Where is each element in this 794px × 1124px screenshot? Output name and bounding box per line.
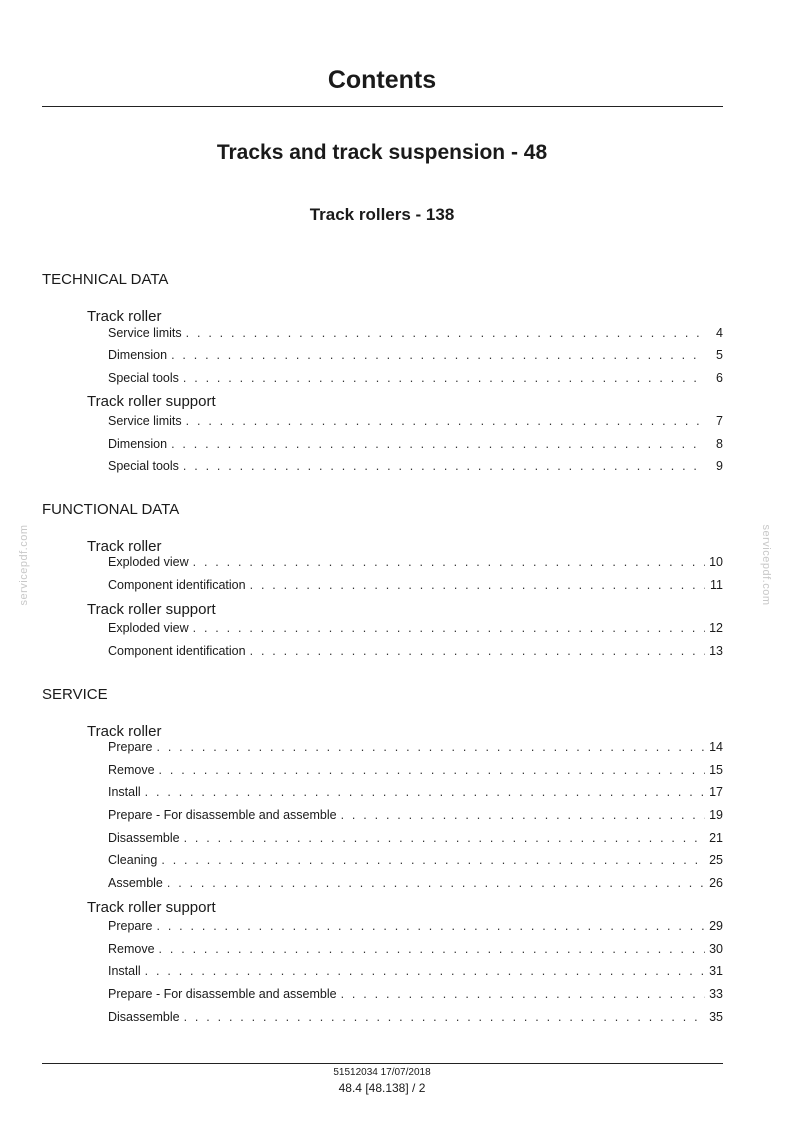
group-heading-track-roller: Track roller (87, 538, 162, 555)
toc-entry-label: Exploded view (108, 621, 189, 635)
toc-entry-page: 25 (709, 853, 723, 867)
leader-dots (193, 621, 705, 635)
chapter-heading: Tracks and track suspension - 48 (216, 141, 548, 164)
toc-entry[interactable] (108, 621, 723, 637)
leader-dots (156, 919, 705, 933)
toc-entry-label: Component identification (108, 644, 246, 658)
group-heading-track-roller-support: Track roller support (87, 899, 216, 916)
toc-entry-page: 35 (709, 1010, 723, 1024)
toc-entry-page: 8 (716, 437, 723, 451)
toc-entry[interactable] (108, 459, 723, 475)
toc-entry-label: Assemble (108, 876, 163, 890)
toc-entry-page: 33 (709, 987, 723, 1001)
toc-entry[interactable] (108, 808, 723, 824)
toc-entry[interactable] (108, 437, 723, 453)
leader-dots (184, 1010, 705, 1024)
footer-page-reference: 48.4 [48.138] / 2 (338, 1081, 426, 1095)
toc-entry-page: 29 (709, 919, 723, 933)
toc-entry-label: Disassemble (108, 831, 180, 845)
toc-entry[interactable] (108, 414, 723, 430)
toc-entry-page: 10 (709, 555, 723, 569)
toc-entry-page: 26 (709, 876, 723, 890)
toc-entry-label: Install (108, 785, 141, 799)
toc-entry[interactable] (108, 644, 723, 660)
toc-entry-label: Special tools (108, 459, 179, 473)
toc-entry[interactable] (108, 348, 723, 364)
leader-dots (161, 853, 705, 867)
toc-entry-page: 7 (716, 414, 723, 428)
leader-dots (159, 763, 705, 777)
group-heading-track-roller-support: Track roller support (87, 601, 216, 618)
toc-entry[interactable] (108, 740, 723, 756)
section-heading-service: SERVICE (42, 686, 108, 703)
leader-dots (171, 348, 705, 362)
toc-entry-page: 9 (716, 459, 723, 473)
leader-dots (341, 808, 705, 822)
leader-dots (156, 740, 705, 754)
group-heading-track-roller: Track roller (87, 308, 162, 325)
leader-dots (171, 437, 705, 451)
toc-entry-page: 13 (709, 644, 723, 658)
toc-entry-label: Component identification (108, 578, 246, 592)
watermark-left: servicepdf.com (18, 524, 30, 606)
toc-entry-label: Prepare - For disassemble and assemble (108, 987, 337, 1001)
toc-entry-label: Dimension (108, 437, 168, 451)
toc-entry[interactable] (108, 942, 723, 958)
section-heading-technical-data: TECHNICAL DATA (42, 271, 169, 288)
group-heading-track-roller-support: Track roller support (87, 393, 216, 410)
watermark-right: servicepdf.com (760, 524, 772, 606)
leader-dots (145, 964, 705, 978)
toc-entry[interactable] (108, 555, 723, 571)
toc-entry-label: Prepare (108, 919, 153, 933)
leader-dots (250, 578, 705, 592)
toc-entry-label: Dimension (108, 348, 168, 362)
toc-entry[interactable] (108, 785, 723, 801)
toc-entry[interactable] (108, 1010, 723, 1026)
footer-divider (42, 1063, 723, 1064)
toc-entry-label: Cleaning (108, 853, 158, 867)
toc-entry[interactable] (108, 371, 723, 387)
toc-entry-page: 19 (709, 808, 723, 822)
toc-entry-page: 6 (716, 371, 723, 385)
toc-entry[interactable] (108, 578, 723, 594)
toc-entry-page: 30 (709, 942, 723, 956)
toc-entry-label: Prepare (108, 740, 153, 754)
toc-entry-page: 21 (709, 831, 723, 845)
leader-dots (341, 987, 705, 1001)
leader-dots (184, 831, 705, 845)
subchapter-heading: Track rollers - 138 (309, 205, 455, 224)
leader-dots (183, 371, 705, 385)
toc-entry[interactable] (108, 876, 723, 892)
section-heading-functional-data: FUNCTIONAL DATA (42, 501, 180, 518)
toc-entry[interactable] (108, 919, 723, 935)
toc-entry-page: 14 (709, 740, 723, 754)
footer-document-info: 51512034 17/07/2018 (333, 1067, 431, 1078)
toc-entry-label: Remove (108, 942, 155, 956)
toc-entry-label: Prepare - For disassemble and assemble (108, 808, 337, 822)
toc-entry[interactable] (108, 326, 723, 342)
toc-entry-label: Remove (108, 763, 155, 777)
group-heading-track-roller: Track roller (87, 723, 162, 740)
toc-entry-page: 4 (716, 326, 723, 340)
leader-dots (183, 459, 705, 473)
toc-entry[interactable] (108, 987, 723, 1003)
toc-entry-label: Install (108, 964, 141, 978)
page-title: Contents (327, 66, 437, 94)
toc-entry-page: 11 (710, 578, 723, 592)
leader-dots (159, 942, 705, 956)
toc-entry-label: Service limits (108, 414, 182, 428)
toc-entry-page: 17 (709, 785, 723, 799)
toc-entry-page: 15 (709, 763, 723, 777)
leader-dots (250, 644, 705, 658)
toc-entry-label: Exploded view (108, 555, 189, 569)
leader-dots (186, 414, 705, 428)
toc-entry[interactable] (108, 831, 723, 847)
toc-entry-page: 12 (709, 621, 723, 635)
leader-dots (167, 876, 705, 890)
toc-entry[interactable] (108, 853, 723, 869)
toc-entry-page: 5 (716, 348, 723, 362)
toc-entry-label: Special tools (108, 371, 179, 385)
toc-entry-label: Service limits (108, 326, 182, 340)
title-divider (42, 106, 723, 107)
leader-dots (145, 785, 705, 799)
toc-entry-label: Disassemble (108, 1010, 180, 1024)
leader-dots (193, 555, 705, 569)
toc-entry[interactable] (108, 964, 723, 980)
toc-entry-page: 31 (709, 964, 723, 978)
leader-dots (186, 326, 705, 340)
toc-entry[interactable] (108, 763, 723, 779)
